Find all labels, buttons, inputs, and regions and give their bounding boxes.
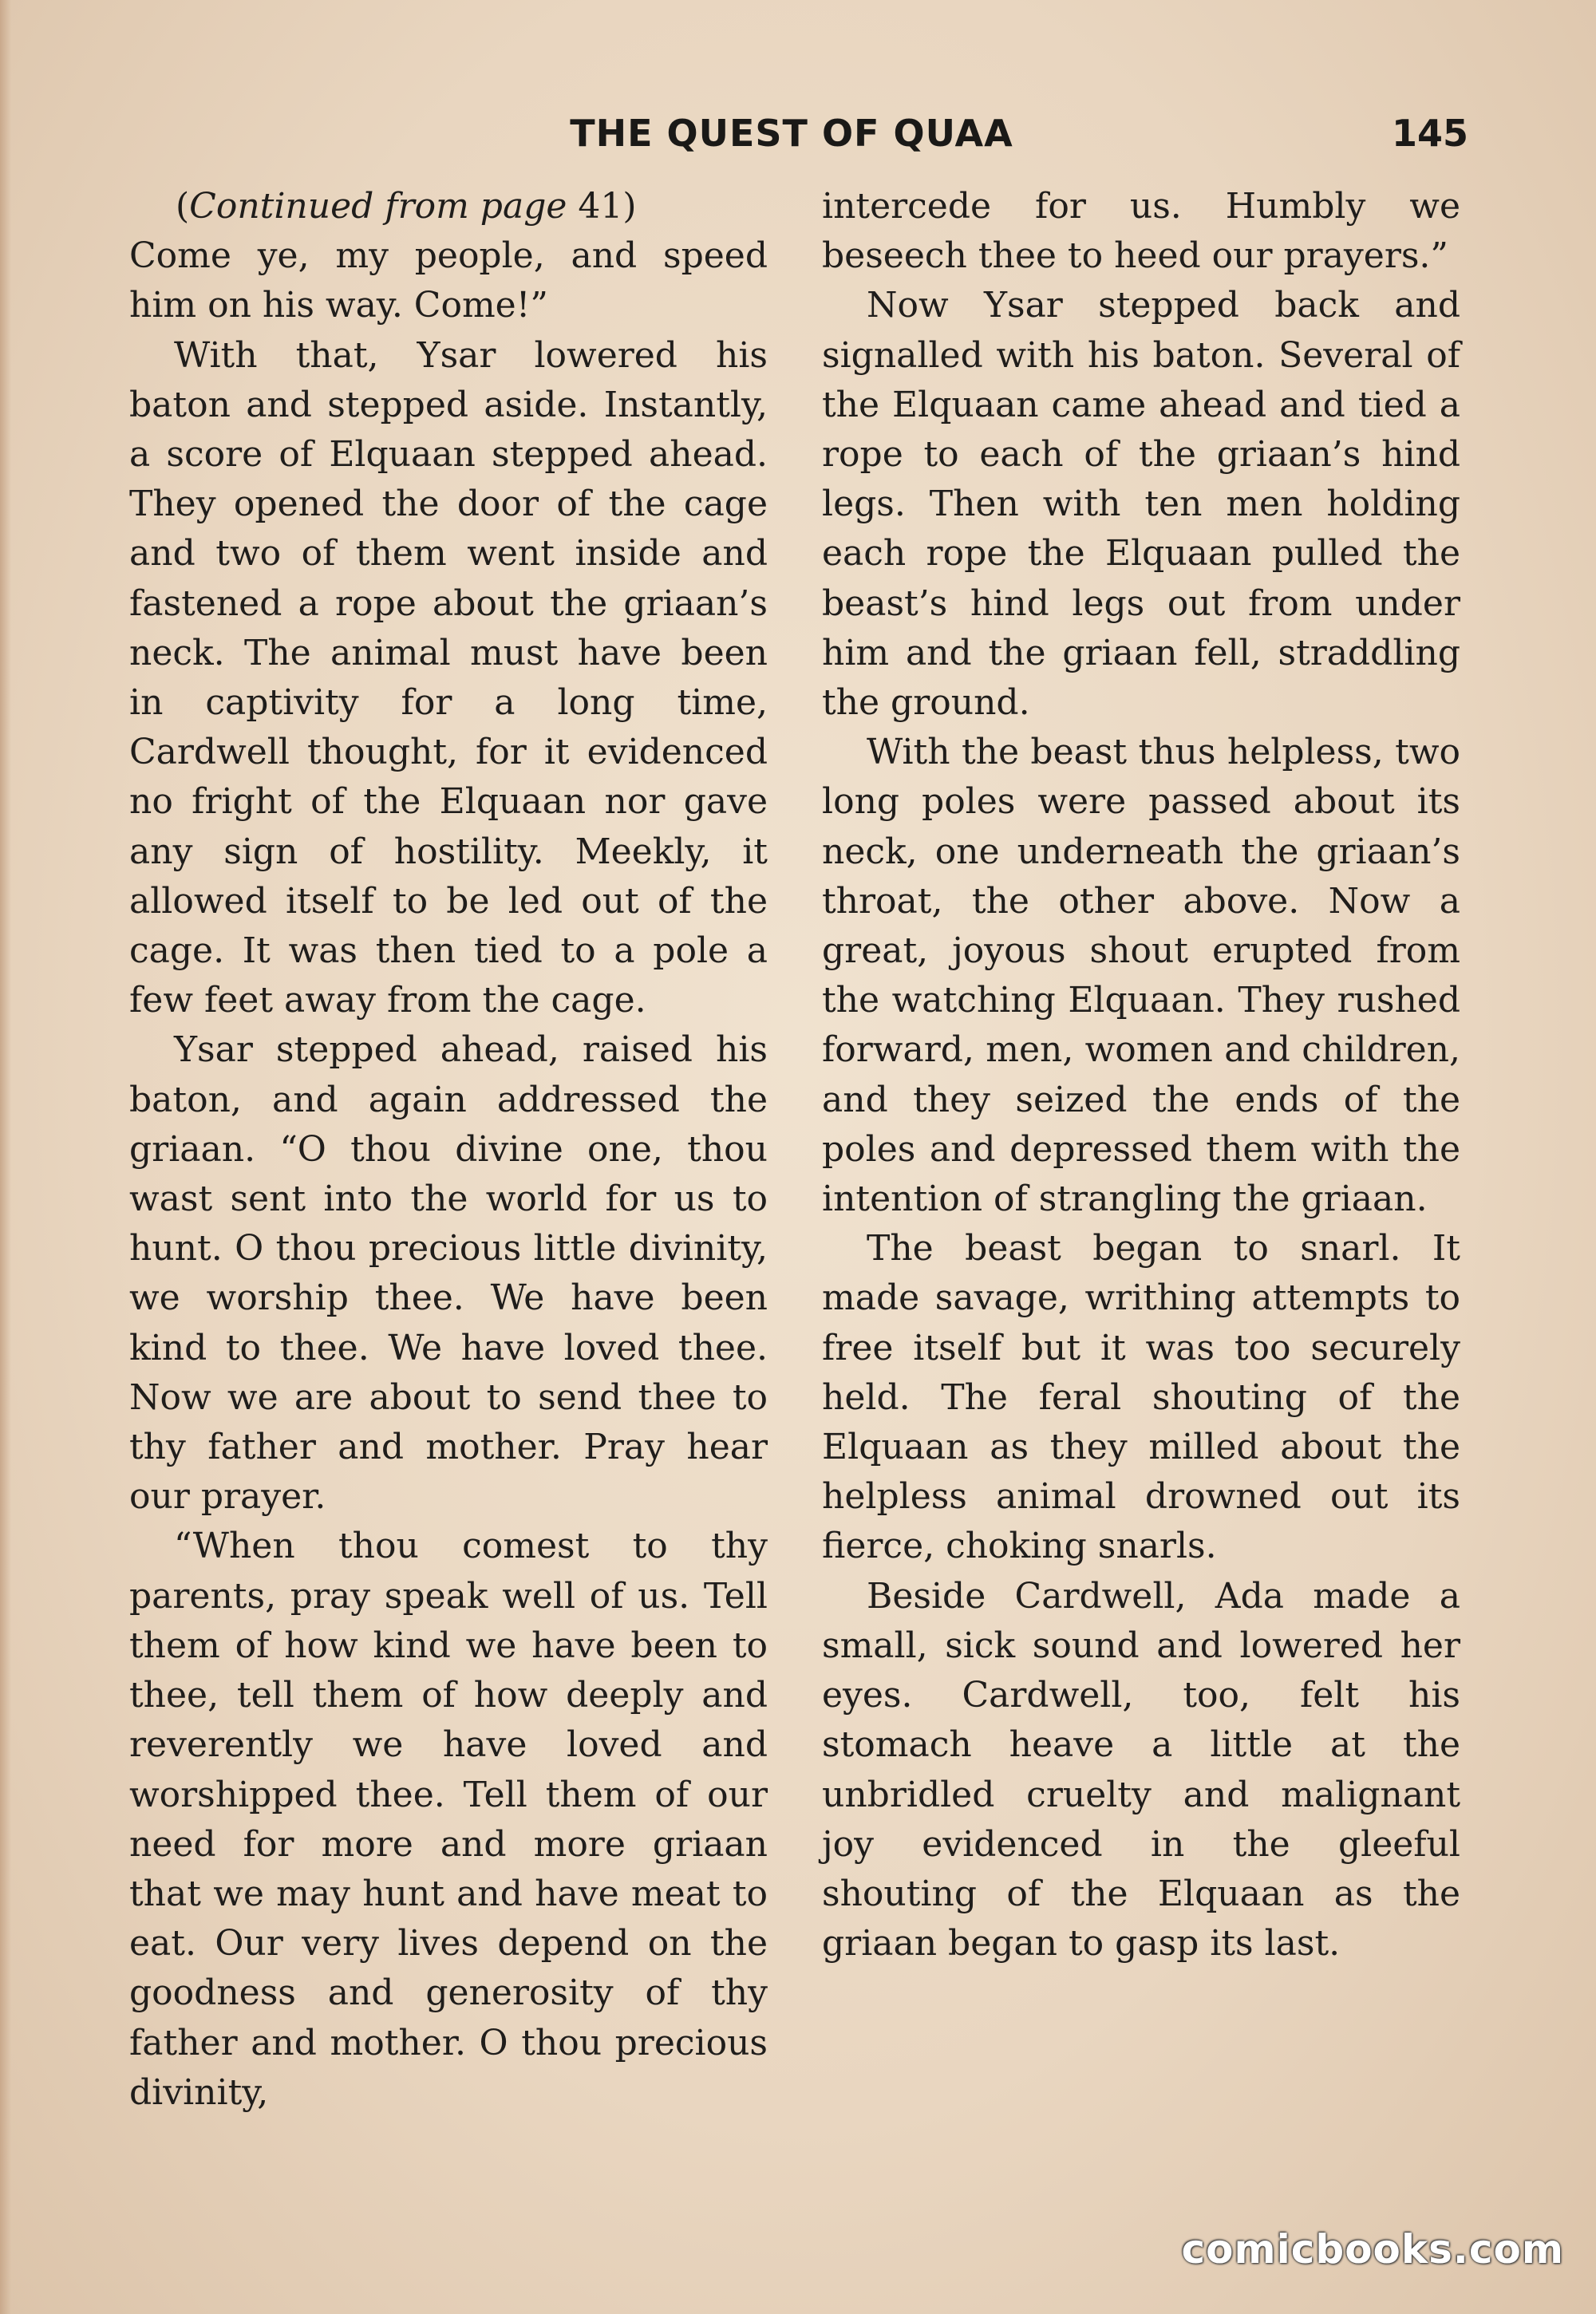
continued-page: 41: [578, 186, 623, 227]
site-watermark: comicbooks.com: [1181, 2226, 1564, 2273]
continued-note: (Continued from page 41): [176, 186, 637, 227]
paragraph: “When thou comest to thy parents, pray speak well of us. Tell them of how kind we have been to thee, tell them of how deeply and reverently we have loved and worshipped thee. Tell them of our need for more and more griaan that we may hunt and have meat to eat. Our very lives depend on the goodness and generosity of thy father and mother. O thou precious divinity,: [129, 1526, 768, 2113]
page-edge-shadow: [0, 0, 11, 2314]
right-column: [822, 182, 1460, 1968]
paragraph: The beast began to snarl. It made savage, writhing attempts to free itself but it was too securely held. The feral shouting of the Elquaan as they milled about the helpless animal drowned out its fierce, choking snarls.: [822, 1228, 1460, 1567]
paragraph: Come ye, my people, and speed him on his way. Come!”: [129, 235, 768, 326]
paragraph: With the beast thus helpless, two long poles were passed about its neck, one underneath the griaan’s throat, the other above. Now a great, joyous shout erupted from the watching Elquaan. They rushed forward, men, women and children, and they seized the ends of the poles and depressed them with the intention of strangling the griaan.: [822, 732, 1460, 1220]
paragraph: With that, Ysar lowered his baton and stepped aside. Instantly, a score of Elquaan stepped ahead. They opened the door of the cage and two of them went inside and fastened a rope about the griaan’s neck. The animal must have been in captivity for a long time, Cardwell thought, for it evidenced no fright of the Elquaan nor gave any sign of hostility. Meekly, it allowed itself to be led out of the cage. It was then tied to a pole a few feet away from the cage.: [129, 334, 768, 1021]
paragraph: Now Ysar stepped back and signalled with his baton. Several of the Elquaan came ahead and tied a rope to each of the griaan’s hind legs. Then with ten men holding each rope the Elquaan pulled the beast’s hind legs out from under him and the griaan fell, straddling the ground.: [822, 285, 1460, 724]
paragraph: intercede for us. Humbly we beseech thee to heed our prayers.”: [822, 186, 1460, 277]
continued-label: Continued from page: [189, 186, 567, 227]
paragraph: Beside Cardwell, Ada made a small, sick sound and lowered her eyes. Cardwell, too, felt his stomach heave a little at the unbridled cruelty and malignant joy evidenced in the gleeful shouting of the Elquaan as the griaan began to gasp its last.: [822, 1575, 1460, 1965]
paragraph: Ysar stepped ahead, raised his baton, and again addressed the griaan. “O thou divine one, thou wast sent into the world for us to hunt. O thou precious little divinity, we worship thee. We have been kind to thee. We have loved thee. Now we are about to send thee to thy father and mother. Pray hear our prayer.: [129, 1029, 768, 1518]
left-column: [129, 182, 768, 2118]
running-title: THE QUEST OF QUAA: [570, 112, 1013, 155]
page-number: 145: [1391, 112, 1468, 155]
